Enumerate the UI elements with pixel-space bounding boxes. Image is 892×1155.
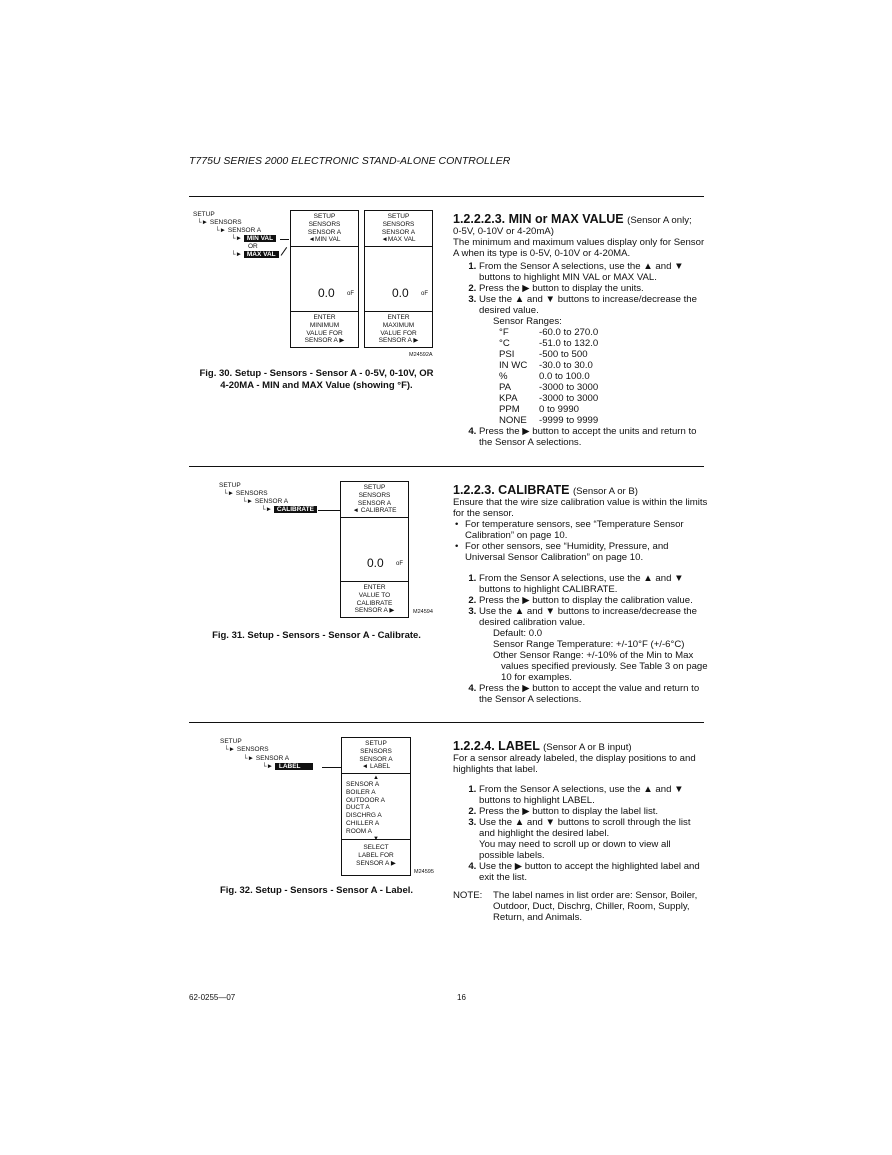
tree-sensor-a: SENSOR A	[227, 227, 262, 234]
lcd-unit: oF	[421, 291, 429, 297]
step: 2. Press the ▶ button to display the calibration value.	[479, 595, 708, 606]
range-unit: PSI	[499, 349, 515, 360]
list-item: OUTDOOR A	[346, 796, 386, 804]
list-item: ROOM A	[346, 827, 373, 835]
range-unit: PPM	[499, 404, 520, 415]
connector-arrow	[322, 767, 341, 768]
section-label	[453, 741, 708, 923]
range-unit: °F	[499, 327, 509, 338]
section-heading: 1.2.2.3. CALIBRATE (Sensor A or B)	[453, 483, 639, 497]
divider	[189, 722, 704, 723]
step: 1. From the Sensor A selections, use the ▲ and ▼ buttons to highlight LABEL.	[479, 784, 708, 806]
step: 3. Use the ▲ and ▼ buttons to increase/decrease the desired value. Sensor Ranges: °F -60.0 to 270.0 °C -51.0 to 132.0 PSI -500 to 500 IN WC -30.0 to 30.0 % 0.0 to 100.0 PA -3000 to 3000 KPA -3000 to 3000 PPM 0 to 9990 NONE -9999 to 9999	[479, 294, 708, 426]
range-value: 0.0 to 100.0	[539, 371, 590, 382]
section-intro: Ensure that the wire size calibration value is within the limits for the sensor.	[453, 497, 708, 519]
figure-code: M24592A	[409, 352, 433, 358]
connector-arrow	[281, 247, 288, 256]
step: 2. Press the ▶ button to display the label list.	[479, 806, 708, 817]
note-text: The label names in list order are: Sensor, Boiler, Outdoor, Duct, Dischrg, Chiller, Room, Supply, Return, and Animals.	[493, 890, 698, 923]
step: 2. Press the ▶ button to display the units.	[479, 283, 708, 294]
sensor-range-row	[499, 371, 598, 382]
section-intro: The minimum and maximum values display only for Sensor A when its type is 0-5V, 0-10V or 4-20MA.	[453, 237, 705, 259]
lcd-value: 0.0	[392, 286, 409, 300]
sensor-ranges: Sensor Ranges: °F -60.0 to 270.0 °C -51.0 to 132.0 PSI -500 to 500 IN WC -30.0 to 30.0 % 0.0 to 100.0 PA -3000 to 3000 KPA -3000 to 3000 PPM 0 to 9990 NONE -9999 to 9999	[493, 316, 599, 426]
fig30-menu-tree	[193, 211, 215, 219]
list-item: DUCT A	[346, 804, 370, 812]
step: 1. From the Sensor A selections, use the ▲ and ▼ buttons to highlight MIN VAL or MAX VAL.	[479, 261, 708, 283]
note	[453, 890, 708, 923]
sensor-range-row	[499, 349, 598, 360]
section-heading: 1.2.2.2.3. MIN or MAX VALUE (Sensor A only;	[453, 212, 692, 226]
range-value: -3000 to 3000	[539, 382, 599, 393]
sensor-ranges-table	[499, 327, 598, 426]
sensor-range-row	[499, 393, 598, 404]
fig31-caption: Fig. 31. Setup - Sensors - Sensor A - Calibrate.	[212, 630, 421, 641]
tree-sensor-a: SENSOR A	[255, 755, 290, 762]
footer-doc-number: 62-0255—07	[189, 993, 236, 1002]
range-value: 0 to 9990	[539, 404, 580, 415]
step: 4. Press the ▶ button to accept the value and return to the Sensor A selections.	[479, 683, 708, 705]
list-item: SENSOR A	[346, 781, 380, 788]
step: 1. From the Sensor A selections, use the ▲ and ▼ buttons to highlight CALIBRATE.	[479, 573, 708, 595]
note-label: NOTE:	[453, 890, 483, 901]
sensor-range-row	[499, 360, 598, 371]
list-item: BOILER A	[346, 788, 376, 796]
range-value: -3000 to 3000	[539, 393, 599, 404]
section-calibrate	[453, 485, 708, 705]
section-heading: 1.2.2.4. LABEL (Sensor A or B input)	[453, 739, 632, 753]
divider	[189, 466, 704, 467]
range-value: -51.0 to 132.0	[539, 338, 599, 349]
lcd-unit: oF	[347, 291, 355, 297]
tree-calibrate: CALIBRATE	[274, 506, 317, 513]
tree-setup: SETUP	[193, 211, 215, 218]
fig32-lcd-label: SETUP SENSORS SENSOR A ◄ LABEL ▲ SENSOR A BOILER A OUTDOOR A DUCT A DISCHRG A CHILLER A ROOM A ▼ SELECT LABEL FOR SENSOR A ▶	[341, 737, 411, 876]
fig32-caption: Fig. 32. Setup - Sensors - Sensor A - Label.	[219, 885, 414, 896]
tree-max-val: MAX VAL	[244, 251, 279, 258]
bullet-item: • For other sensors, see “Humidity, Pressure, and Universal Sensor Calibration” on page 10.	[465, 541, 708, 563]
section-intro: For a sensor already labeled, the display positions to and highlights that label.	[453, 753, 696, 775]
range-unit: NONE	[499, 415, 527, 426]
tree-setup: SETUP	[220, 738, 242, 745]
divider	[189, 196, 704, 197]
sensor-range-row	[499, 382, 598, 393]
lcd-unit: oF	[396, 561, 404, 567]
connector-arrow	[318, 510, 340, 511]
lcd-value: 0.0	[367, 556, 384, 570]
sensor-range-row	[499, 327, 598, 338]
range-value: -30.0 to 30.0	[539, 360, 593, 371]
fig31-lcd-calibrate: SETUP SENSORS SENSOR A ◄ CALIBRATE 0.0 oF ENTER VALUE TO CALIBRATE SENSOR A ▶	[340, 481, 409, 618]
range-value: -500 to 500	[539, 349, 588, 360]
tree-label: LABEL	[275, 763, 313, 770]
tree-sensor-a: SENSOR A	[254, 498, 289, 505]
footer-page-number: 16	[457, 993, 466, 1002]
scroll-up-icon: ▲	[373, 775, 379, 781]
section-min-max-value: 1.2.2.2.3. MIN or MAX VALUE (Sensor A only; 0-5V, 0-10V or 4-20mA) The minimum and maximum values display only for Sensor A when its type is 0-5V, 0-10V or 4-20MA. 1. From the Sensor A selections, use the ▲ and ▼ buttons to highlight MIN VAL or MAX VAL. 2. Press the ▶ button to display the units. 3. Use the ▲ and ▼ buttons to increase/decrease the desired value. Sensor Ranges: °F -60.0 to 270.0 °C -51.0 to 132.0 PSI -500 to 500 IN WC -30.0 to 30.0 % 0.0 to 100.0 PA -3000 to 3000 KPA -3000 to 3000 PPM 0 to 9990 NONE -9999 to 9999 4. Press the ▶ button to accept the units and return to the Sensor A selections.	[453, 214, 708, 448]
lcd-value: 0.0	[318, 286, 335, 300]
list-item: CHILLER A	[346, 819, 380, 827]
list-item: DISCHRG A	[346, 812, 382, 820]
figure-code: M24595	[414, 869, 434, 875]
tree-sensors: SENSORS	[235, 490, 268, 497]
step: 3. Use the ▲ and ▼ buttons to increase/decrease the desired calibration value. Default: 0.0 Sensor Range Temperature: +/-10°F (+/-6°C) Other Sensor Range: +/-10% of the Min to Max values specified previously. See Table 3 on page 10 for examples.	[479, 606, 708, 683]
range-unit: %	[499, 371, 508, 382]
range-value: -60.0 to 270.0	[539, 327, 599, 338]
tree-setup: SETUP	[219, 482, 241, 489]
connector-arrow	[280, 239, 289, 240]
step: 4. Press the ▶ button to accept the units and return to the Sensor A selections.	[479, 426, 708, 448]
range-unit: °C	[499, 338, 510, 349]
range-unit: IN WC	[499, 360, 528, 371]
steps-list	[453, 261, 708, 448]
tree-or: OR	[248, 243, 258, 250]
figure-code: M24594	[413, 609, 433, 615]
tree-sensors: SENSORS	[209, 219, 242, 226]
bullet-list	[453, 519, 708, 563]
label-list	[342, 781, 410, 836]
step: 3. Use the ▲ and ▼ buttons to scroll through the list and highlight the desired label. You may need to scroll up or down to view all possible labels.	[479, 817, 708, 861]
range-unit: KPA	[499, 393, 518, 404]
page-header-title: T775U SERIES 2000 ELECTRONIC STAND-ALONE CONTROLLER	[189, 155, 511, 167]
range-unit: PA	[499, 382, 512, 393]
fig30-caption: Fig. 30. Setup - Sensors - Sensor A - 0-5V, 0-10V, OR 4-20MA - MIN and MAX Value (showing °F).	[199, 368, 434, 391]
sensor-range-row	[499, 404, 598, 415]
steps-list	[453, 573, 708, 705]
tree-sensors: SENSORS	[236, 746, 269, 753]
scroll-down-icon: ▼	[373, 835, 379, 842]
range-value: -9999 to 9999	[539, 415, 599, 426]
sensor-range-row	[499, 338, 598, 349]
fig30-lcd-min: SETUP SENSORS SENSOR A ◄MIN VAL 0.0 oF ENTER MINIMUM VALUE FOR SENSOR A ▶	[290, 210, 359, 348]
tree-min-val: MIN VAL	[244, 235, 276, 242]
step: 4. Use the ▶ button to accept the highlighted label and exit the list.	[479, 861, 708, 883]
fig30-lcd-max: SETUP SENSORS SENSOR A ◄MAX VAL 0.0 oF ENTER MAXIMUM VALUE FOR SENSOR A ▶	[364, 210, 433, 348]
bullet-item: • For temperature sensors, see “Temperature Sensor Calibration” on page 10.	[465, 519, 708, 541]
sensor-range-row	[499, 415, 598, 426]
steps-list	[453, 784, 708, 883]
